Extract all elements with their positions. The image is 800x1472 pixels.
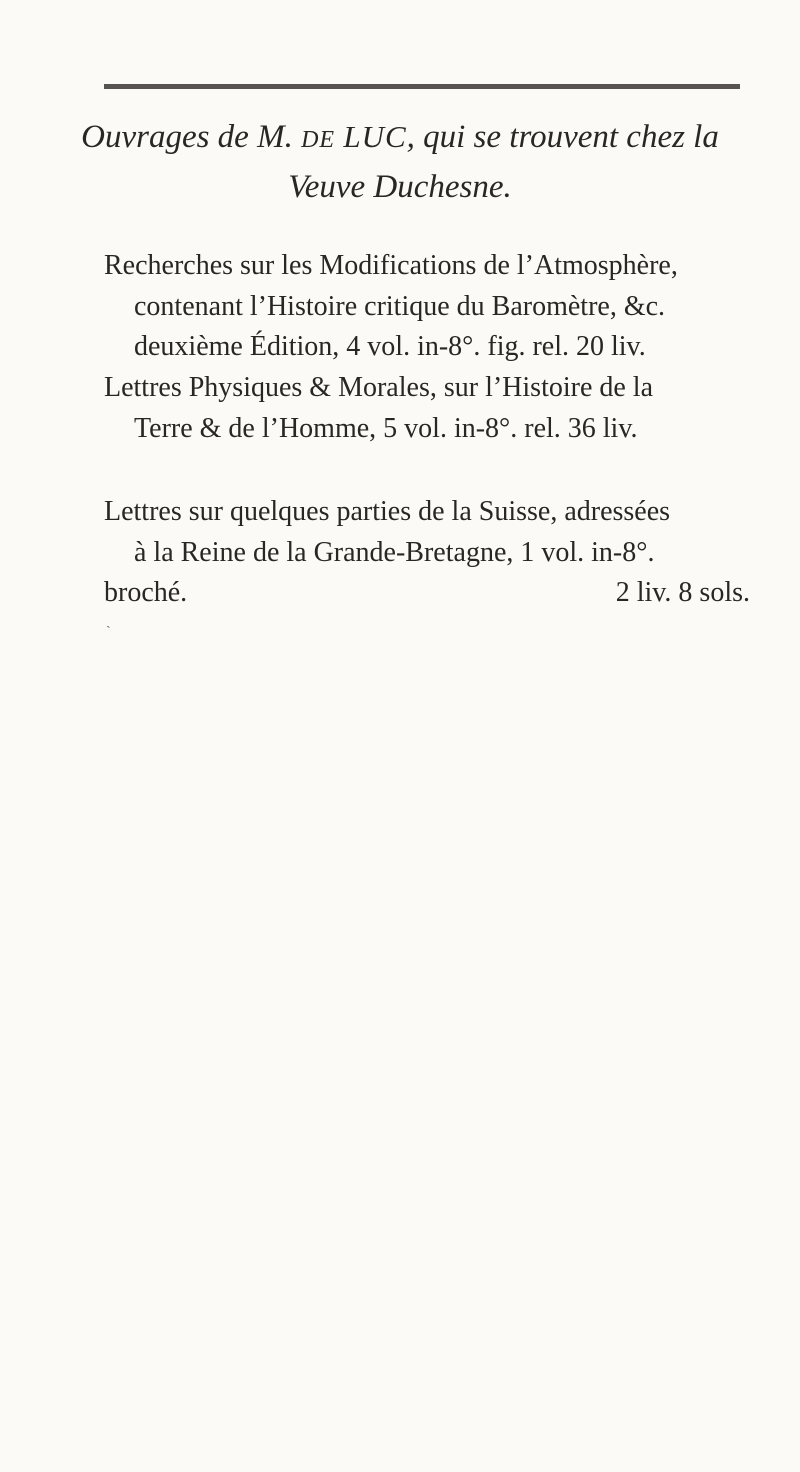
book-entry-lettres-suisse (104, 492, 754, 614)
entry-line: Recherches sur les Modifications de l’Atmosphère, (104, 250, 678, 281)
entry-line: contenant l’Histoire critique du Baromètre, &c. (134, 290, 666, 322)
book-entry-recherches (104, 246, 754, 368)
heading-line-2: Veuve Duchesne. (288, 169, 512, 205)
entry-line: à la Reine de la Grande-Bretagne, 1 vol. in-8°. (134, 536, 655, 568)
entry-line: Lettres sur quelques parties de la Suisse, adressées (104, 496, 671, 527)
price: 2 liv. 8 sols. (615, 577, 750, 608)
entry-last-line (104, 573, 754, 614)
ink-speck: ˎ (106, 614, 111, 629)
heading-text-a: Ouvrages de M. (81, 119, 302, 155)
top-rule (104, 84, 740, 89)
book-entry-lettres-physiques (104, 368, 754, 449)
heading-luc: LUC (343, 119, 407, 154)
heading-line-1 (0, 113, 800, 164)
heading-text-b: , qui se trouvent chez la (406, 119, 719, 155)
heading-de: DE (301, 127, 336, 153)
page-heading (0, 113, 800, 211)
entry-line: deuxième Édition, 4 vol. in-8°. fig. rel. 20 liv. (134, 331, 646, 362)
entry-line: Terre & de l’Homme, 5 vol. in-8°. rel. 36 liv. (134, 412, 638, 444)
entry-line: Lettres Physiques & Morales, sur l’Histoire de la (104, 372, 654, 403)
binding-note: broché. (104, 577, 188, 608)
